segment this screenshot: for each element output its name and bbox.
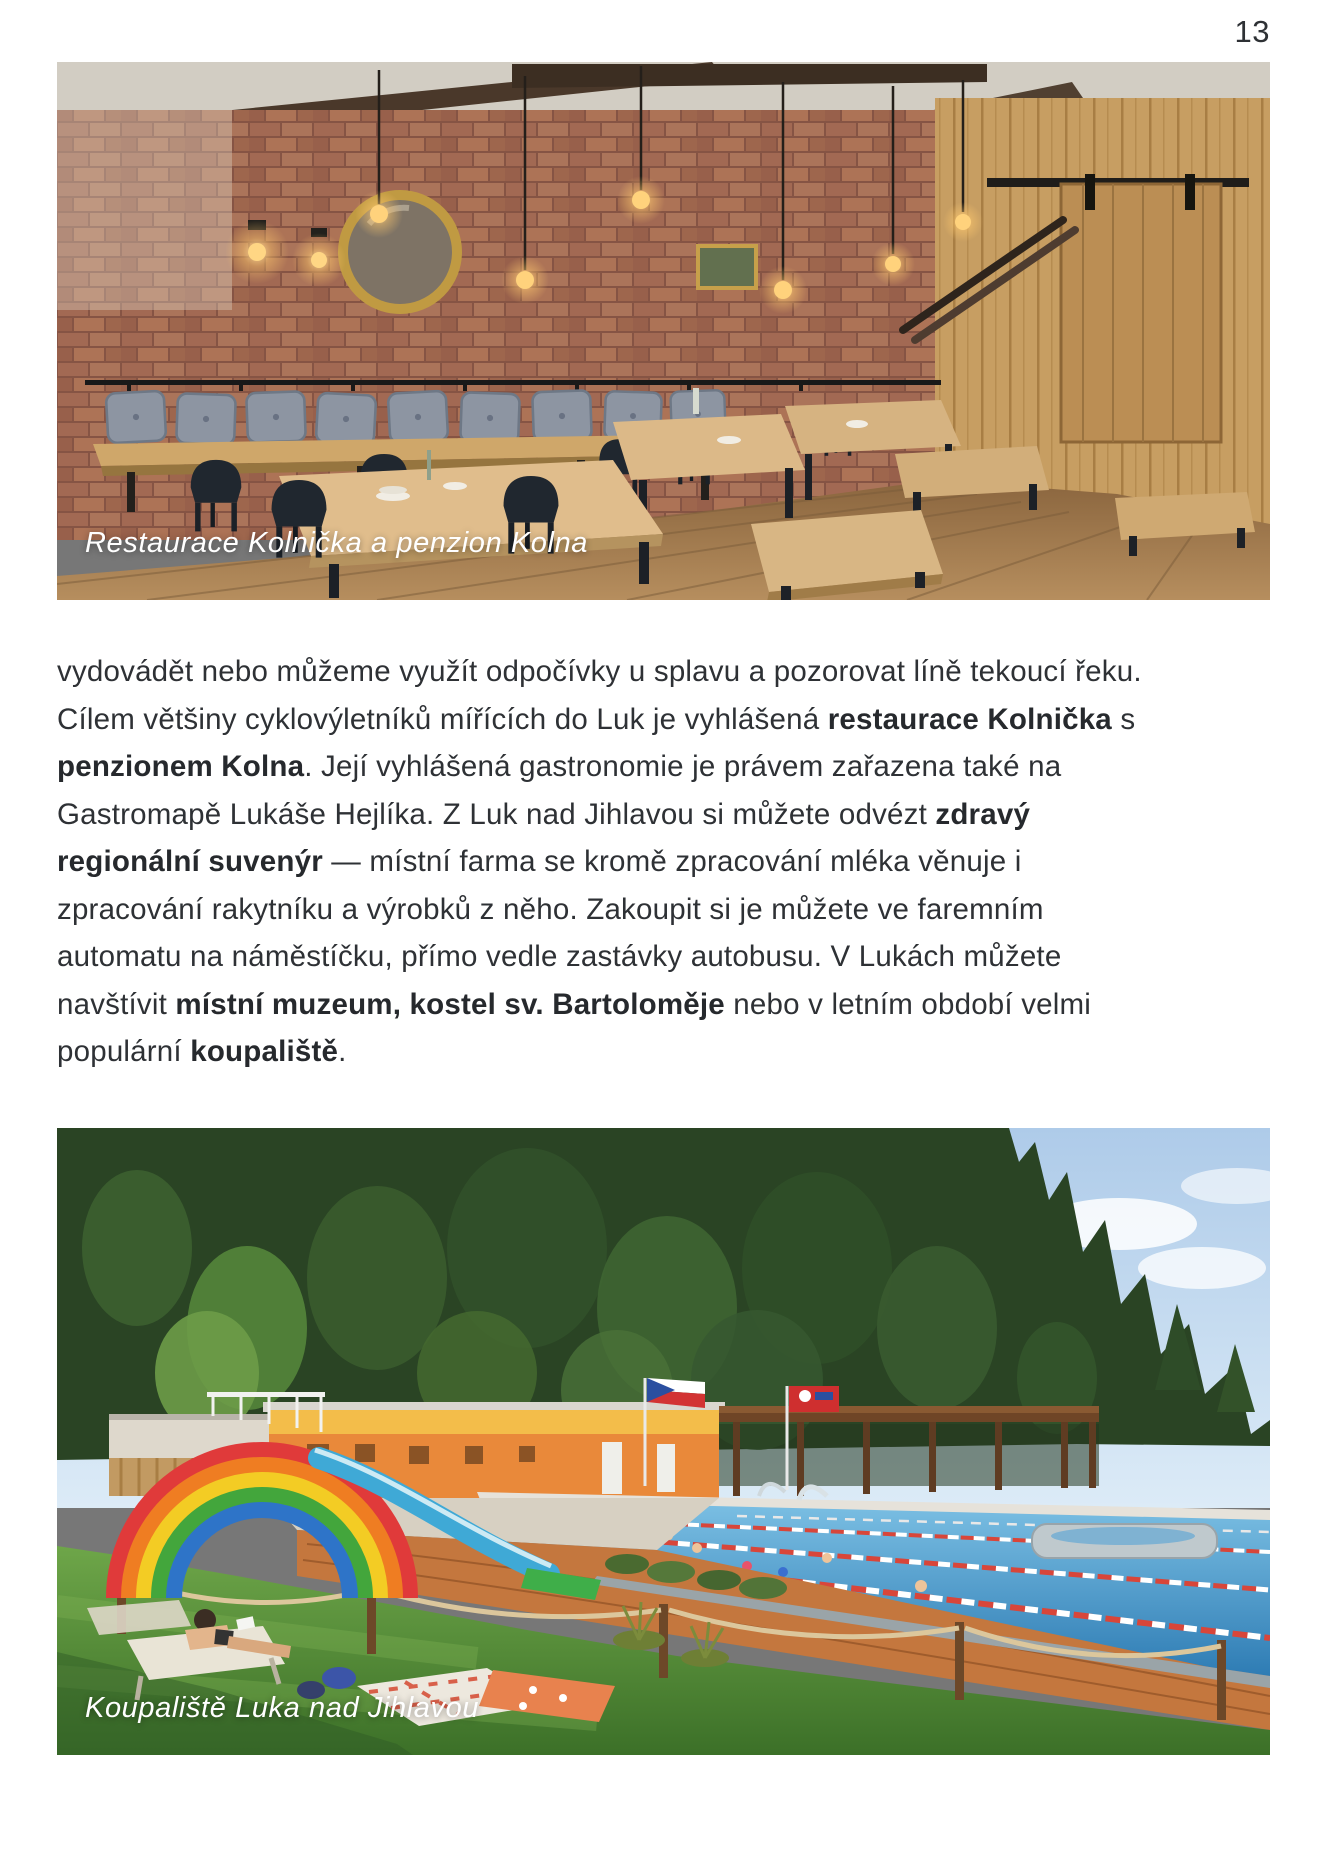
restaurant-photo-caption: Restaurace Kolnička a penzion Kolna [85,527,589,559]
body-text-run: — místní farma se kromě zpracování mléka věnuje i zpracování rakytníku a výrobků z něho. Zakoupit si je můžete ve faremním automatu na náměstíčku, přímo vedle zastávky autobusu. V Lukách můžete navštívit [57,845,1062,1021]
highlight-text: zdravý regionální suvenýr [57,797,1031,878]
restaurant-interior-illustration [57,62,1270,600]
body-text-run: s [1111,702,1136,736]
restaurant-photo [57,62,1270,600]
pool-photo [57,1128,1270,1755]
body-text-run: vydovádět nebo můžeme využít odpočívky u splavu a pozorovat líně tekoucí řeku. Cílem většiny cyklovýletníků mířících do Luk je vyhlášená [57,655,1142,736]
pergola [719,1406,1099,1496]
highlight-text: místní muzeum, kostel sv. Bartoloměje [175,987,725,1021]
highlight-text: penzionem Kolna [57,750,305,783]
body-text-run: nebo v letním období velmi populární [57,987,1092,1068]
pool-photo-caption: Koupaliště Luka nad Jihlavou [85,1692,480,1724]
page-number: 13 [1234,14,1270,49]
body-paragraph [57,648,1142,1076]
body-text-run: . Její vyhlášená gastronomie je právem zařazena také na Gastromapě Lukáše Hejlíka. Z Luk nad Jihlavou si můžete odvézt [57,750,1062,831]
body-text-run: . [338,1035,347,1068]
highlight-text: restaurace Kolnička [827,702,1112,736]
highlight-text: koupaliště [190,1035,339,1068]
pool-illustration [57,1128,1270,1755]
